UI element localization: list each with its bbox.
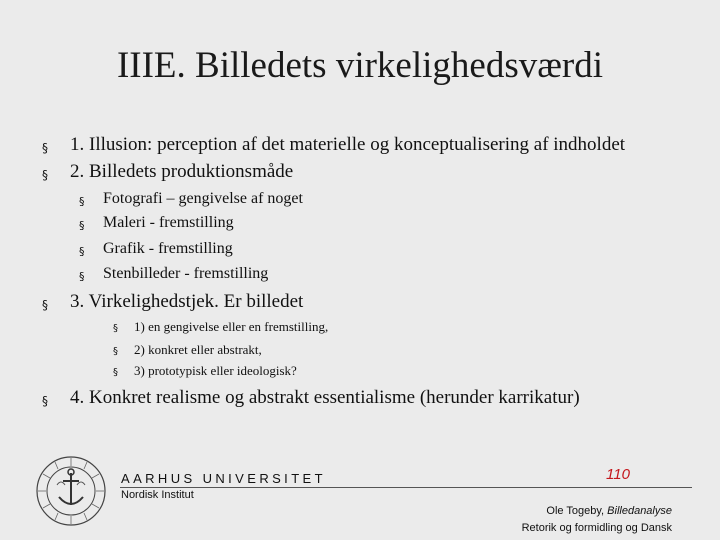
bullet-text: 4. Konkret realisme og abstrakt essentialisme (herunder karrikatur) xyxy=(70,387,580,408)
author-line xyxy=(522,503,672,520)
footer-divider xyxy=(120,487,692,488)
sub-sub-bullet-text: 2) konkret eller abstrakt, xyxy=(134,342,262,357)
author-name: Ole Togeby, xyxy=(546,505,608,517)
work-title: Billedanalyse xyxy=(607,505,672,517)
bullet-marker: § xyxy=(113,367,118,378)
bullet-marker: § xyxy=(42,141,48,155)
sub-bullet-text: Fotografi – gengivelse af noget xyxy=(103,190,303,207)
university-seal-icon xyxy=(35,455,107,527)
university-name: AARHUS UNIVERSITET xyxy=(121,471,326,486)
sub-sub-bullet-text: 3) prototypisk eller ideologisk? xyxy=(134,363,297,378)
bullet-text: 3. Virkelighedstjek. Er billedet xyxy=(70,291,304,312)
page-number: 110 xyxy=(606,466,630,483)
sub-bullet-text: Grafik - fremstilling xyxy=(103,240,233,257)
bullet-marker: § xyxy=(79,219,85,232)
sub-sub-bullet-text: 1) en gengivelse eller en fremstilling, xyxy=(134,319,329,334)
bullet-marker: § xyxy=(79,245,85,258)
bullet-marker: § xyxy=(79,270,85,283)
bullet-marker: § xyxy=(113,346,118,357)
footer-credit xyxy=(522,503,672,537)
institute-name: Nordisk Institut xyxy=(121,489,194,501)
bullet-text: 2. Billedets produktionsmåde xyxy=(70,161,294,182)
sub-bullet-text: Stenbilleder - fremstilling xyxy=(103,265,269,282)
bullet-marker: § xyxy=(42,298,48,312)
bullet-marker: § xyxy=(79,195,85,208)
slide-title: IIIE. Billedets virkelighedsværdi xyxy=(116,45,604,86)
course-name: Retorik og formidling og Dansk xyxy=(521,522,672,534)
bullet-marker: § xyxy=(113,323,118,334)
bullet-marker: § xyxy=(42,394,48,408)
sub-bullet-text: Maleri - fremstilling xyxy=(103,214,234,231)
bullet-text: 1. Illusion: perception af det materielle og konceptualisering af indholdet xyxy=(70,134,626,155)
bullet-marker: § xyxy=(42,168,48,182)
